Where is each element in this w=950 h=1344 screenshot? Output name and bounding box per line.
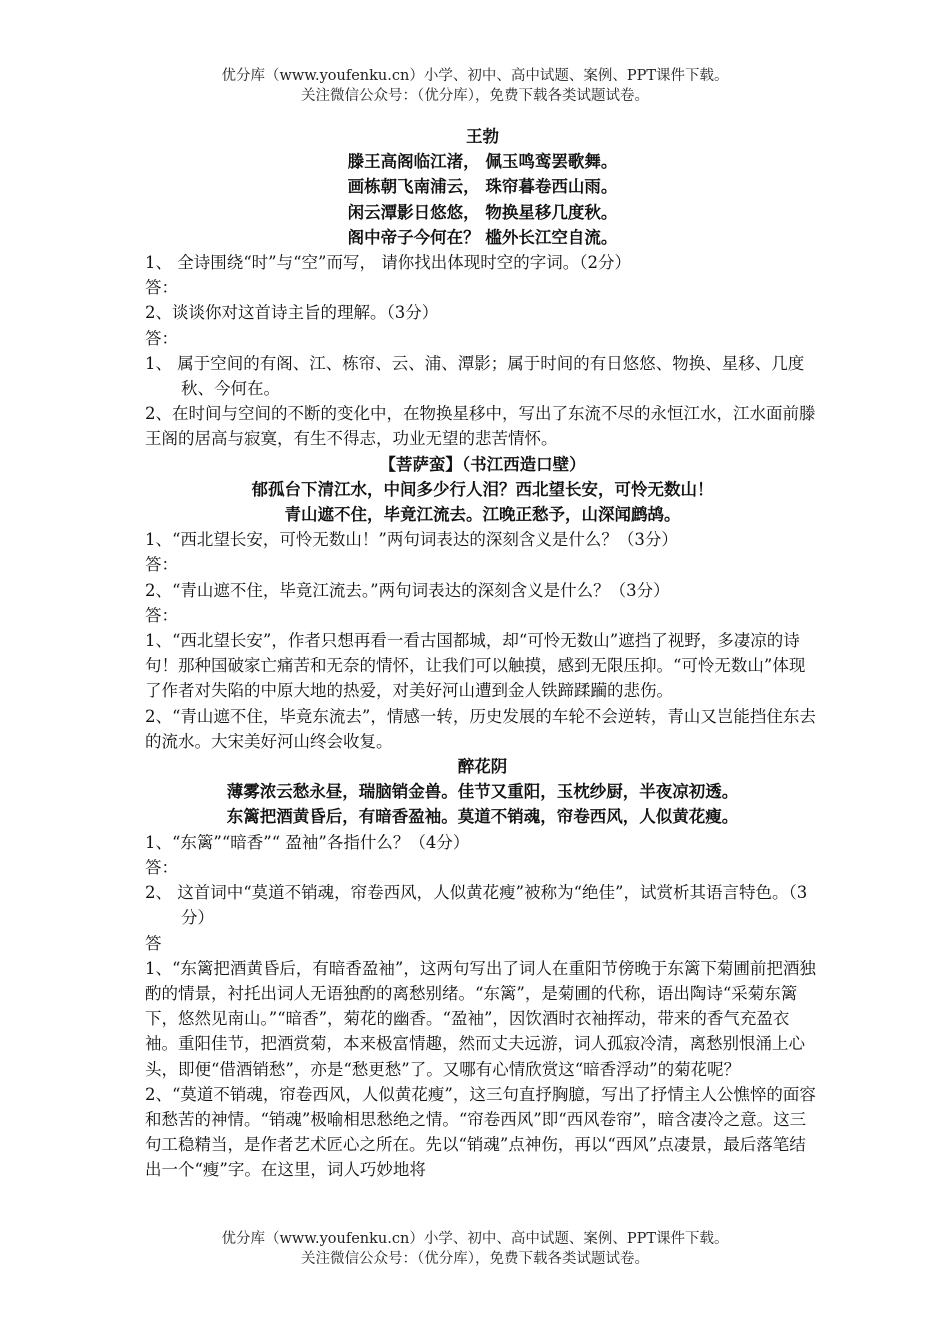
poem1-answer-2: 2、在时间与空间的不断的变化中，在物换星移中，写出了东流不尽的永恒江水，江水面前滕王阁的居高与寂寞，有生不得志，功业无望的悲苦情怀。 [145, 404, 816, 449]
poem2-line-1: 郁孤台下清江水，中间多少行人泪？西北望长安，可怜无数山！ [251, 479, 714, 499]
page-header [0, 66, 950, 106]
poem2-answer-1: 1、“西北望长安”，作者只想再看一看古国都城，却“可怜无数山”遮挡了视野，多凄凉的诗句！那种国破家亡痛苦和无奈的情怀，让我们可以触摸，感到无限压抑。“可怜无数山”体现了作者对失陷的中原大地的热爱，对美好河山遭到金人铁蹄蹂躏的悲伤。 [145, 631, 806, 701]
footer-line-1: 优分库（www.youfenku.cn）小学、初中、高中试题、案例、PPT课件下载。 [221, 1231, 729, 1247]
poem2-answer-2: 2、“青山遮不住，毕竟东流去”，情感一转，历史发展的车轮不会逆转，青山又岂能挡住东去的流水。大宋美好河山终会收复。 [145, 706, 816, 751]
header-line-1: 优分库（www.youfenku.cn）小学、初中、高中试题、案例、PPT课件下载。 [221, 68, 729, 84]
poem1-line-3: 闲云潭影日悠悠， 物换星移几度秋。 [347, 202, 618, 222]
poem3-answer-1: 1、“东篱把酒黄昏后，有暗香盈袖”，这两句写出了词人在重阳节傍晚于东篱下菊圃前把酒独酌的情景，衬托出词人无语独酌的离愁别绪。“东篱”，是菊圃的代称，语出陶诗“采菊东篱下，悠然见南山。”“暗香”，菊花的幽香。“盈袖”，因饮酒时衣袖挥动，带来的香气充盈衣袖。重阳佳节，把酒赏菊，本来极富情趣，然而丈夫远游，词人孤寂冷清，离愁别恨涌上心头，即便“借酒销愁”，亦是“愁更愁”了。又哪有心情欣赏这“暗香浮动”的菊花呢？ [145, 958, 816, 1079]
poem1-question-1: 1、 全诗围绕“时”与“空”而写， 请你找出体现时空的字词。（2分） [145, 253, 631, 273]
poem1-line-1: 滕王高阁临江渚， 佩玉鸣鸾罢歌舞。 [347, 152, 618, 172]
document-body [145, 124, 820, 1183]
poem2-title: 【菩萨蛮】（书江西造口壁） [379, 454, 586, 474]
poem2-line-2: 青山遮不住，毕竟江流去。江晚正愁予，山深闻鹧鸪。 [284, 505, 681, 525]
poem3-line-2: 东篱把酒黄昏后，有暗香盈袖。莫道不销魂，帘卷西风，人似黄花瘦。 [226, 807, 739, 827]
poem3-answer-label-1: 答： [145, 857, 178, 877]
poem1-answer-label-2: 答： [145, 328, 178, 348]
poem1-line-2: 画栋朝飞南浦云， 珠帘暮卷西山雨。 [347, 177, 618, 197]
poem3-line-1: 薄雾浓云愁永昼，瑞脑销金兽。佳节又重阳，玉枕纱厨，半夜凉初透。 [226, 782, 739, 802]
poem2-answer-label-1: 答： [145, 555, 178, 575]
poem2-question-2: 2、“青山遮不住，毕竟江流去。”两句词表达的深刻含义是什么？（3分） [145, 580, 670, 600]
header-line-2: 关注微信公众号：（优分库），免费下载各类试题试卷。 [301, 88, 649, 104]
poem3-answer-label-2: 答 [145, 933, 162, 953]
poem1-answer-1: 1、 属于空间的有阁、江、栋帘、云、浦、潭影；属于时间的有日悠悠、物换、星移、几度秋、今何在。 [145, 353, 805, 399]
poem3-answer-2: 2、“莫道不销魂，帘卷西风，人似黄花瘦”，这三句直抒胸臆，写出了抒情主人公憔悴的面容和愁苦的神情。“销魂”极喻相思愁绝之情。“帘卷西风”即“西风卷帘”，暗含凄冷之意。这三句工稳精当，是作者艺术匠心之所在。先以“销魂”点神伤，再以“西风”点凄景，最后落笔结出一个“瘦”字。在这里，词人巧妙地将 [145, 1084, 816, 1180]
poem2-answer-label-2: 答： [145, 605, 178, 625]
poem3-title: 醉花阴 [457, 757, 508, 777]
footer-line-2: 关注微信公众号：（优分库），免费下载各类试题试卷。 [301, 1251, 649, 1267]
page-footer [0, 1229, 950, 1269]
poem1-answer-label-1: 答： [145, 278, 178, 298]
poem3-question-2: 2、 这首词中“莫道不销魂，帘卷西风，人似黄花瘦”被称为“绝佳”，试赏析其语言特色。（3分） [145, 883, 808, 928]
poem1-line-4: 阁中帝子今何在？ 槛外长江空自流。 [347, 227, 618, 247]
poem1-author: 王勃 [466, 127, 499, 146]
poem2-question-1: 1、“西北望长安，可怜无数山！”两句词表达的深刻含义是什么？（3分） [145, 530, 678, 550]
poem3-question-1: 1、“东篱”“暗香”“ 盈袖”各指什么？（4分） [145, 832, 470, 852]
poem1-question-2: 2、谈谈你对这首诗主旨的理解。（3分） [145, 303, 439, 323]
